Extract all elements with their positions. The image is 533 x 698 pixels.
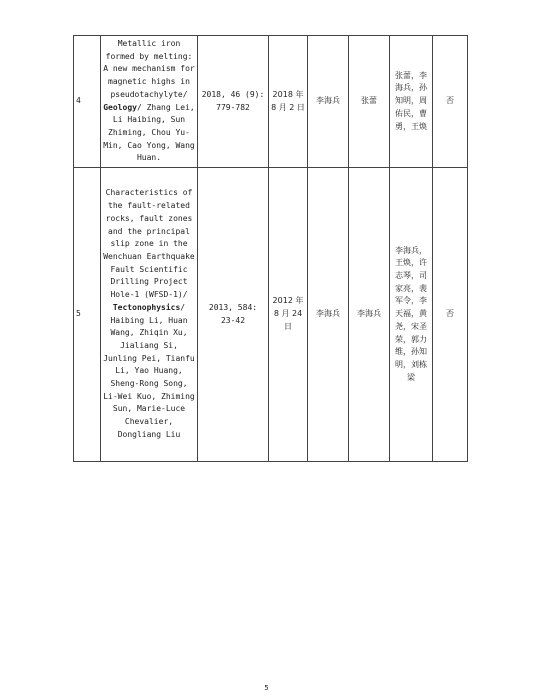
page-number: 5 <box>264 684 269 692</box>
paper-citation <box>101 36 198 168</box>
volume-pages: 2013, 584: 23-42 <box>198 168 269 462</box>
corresponding-author: 李海兵 <box>349 168 390 462</box>
table-row <box>74 36 468 168</box>
all-authors: 李海兵，王焕，许志琴，司家亮，裴军令，李天福，黄尧，宋圣荣，郭力维，孙知明，刘栋梁 <box>390 168 433 462</box>
corresponding-author: 张蕾 <box>349 36 390 168</box>
first-author: 李海兵 <box>308 36 349 168</box>
paper-authors: / Haibing Li, Huan Wang, Zhiqin Xu, Jialiang Si, Junling Pei, Tianfu Li, Yao Huang, Sheng-Rong Song, Li-Wei Kuo, Zhiming Sun, Marie-Luce Chevalier, Dongliang Liu <box>103 302 195 439</box>
publish-date: 2012 年 8 月 24 日 <box>269 168 308 462</box>
journal-name: Geology <box>103 102 137 112</box>
journal-name: Tectonophysics <box>112 302 181 312</box>
paper-title: Metallic iron formed by melting: A new mechanism for magnetic highs in pseudotachylyte/ <box>103 38 195 99</box>
paper-citation <box>101 168 198 462</box>
row-number: 5 <box>74 168 101 462</box>
publications-table <box>73 35 468 462</box>
all-authors: 张蕾，李海兵，孙知明，周佑民，曹勇，王焕 <box>390 36 433 168</box>
flag-cell: 否 <box>433 36 468 168</box>
table-row <box>74 168 468 462</box>
first-author: 李海兵 <box>308 168 349 462</box>
publish-date: 2018 年 8 月 2 日 <box>269 36 308 168</box>
volume-pages: 2018, 46 (9): 779-782 <box>198 36 269 168</box>
flag-cell: 否 <box>433 168 468 462</box>
paper-authors: / Zhang Lei, Li Haibing, Sun Zhiming, Chou Yu-Min, Cao Yong, Wang Huan. <box>103 102 195 163</box>
paper-title: Characteristics of the fault-related rocks, fault zones and the principal slip zone in the Wenchuan Earthquake Fault Scientific Drilling Project Hole-1 (WFSD-1)/ <box>103 188 195 300</box>
row-number: 4 <box>74 36 101 168</box>
